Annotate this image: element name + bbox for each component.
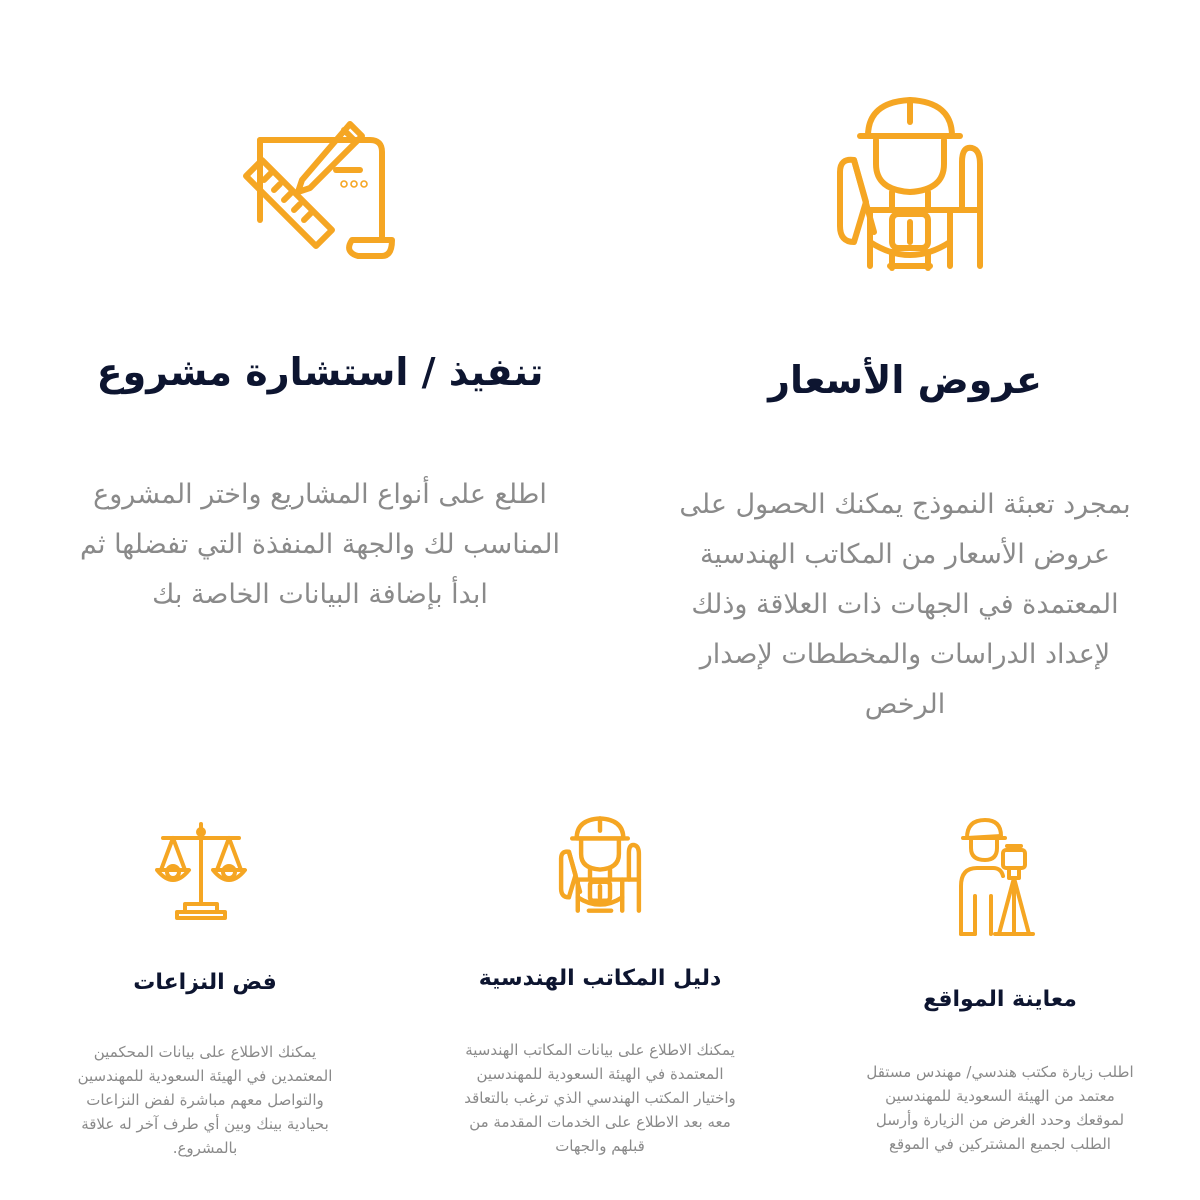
card-title: معاينة المواقع xyxy=(923,987,1077,1012)
surveyor-icon xyxy=(955,816,1035,940)
service-card-project-consultation[interactable] xyxy=(70,0,570,760)
service-card-engineering-offices-guide[interactable] xyxy=(450,800,750,1200)
card-title: دليل المكاتب الهندسية xyxy=(478,966,722,991)
engineer-icon xyxy=(555,814,645,914)
scales-icon xyxy=(155,820,247,920)
service-card-site-inspection[interactable] xyxy=(850,800,1150,1200)
card-description: يمكنك الاطلاع على بيانات المحكمين المعتمدين في الهيئة السعودية للمهندسين والتواصل معهم مباشرة لفض النزاعات بحيادية بينك وبين أي طرف آخر له علاقة بالمشروع. xyxy=(77,1043,333,1157)
card-title: تنفيذ / استشارة مشروع xyxy=(96,350,544,394)
card-description: يمكنك الاطلاع على بيانات المكاتب الهندسية المعتمدة في الهيئة السعودية للمهندسين واختيار المكتب الهندسي الذي ترغب بالتعاقد معه بعد الاطلاع على الخدمات المقدمة من قبلهم والجهات xyxy=(464,1041,736,1155)
card-description: اطلب زيارة مكتب هندسي/ مهندس مستقل معتمد من الهيئة السعودية للمهندسين لموقعك وحدد الغرض من الزيارة وأرسل الطلب لجميع المشتركين في الموقع xyxy=(866,1063,1134,1153)
engineer-icon xyxy=(830,92,990,272)
card-title: عروض الأسعار xyxy=(768,358,1042,402)
blueprint-pencil-icon xyxy=(240,110,400,275)
card-description: اطلع على أنواع المشاريع واختر المشروع المناسب لك والجهة المنفذة التي تفضلها ثم ابدأ بإضافة البيانات الخاصة بك xyxy=(80,479,560,610)
card-description: بمجرد تعبئة النموذج يمكنك الحصول على عروض الأسعار من المكاتب الهندسية المعتمدة في الجهات ذات العلاقة وذلك لإعداد الدراسات والمخططات لإصدار الرخص xyxy=(679,489,1131,720)
service-card-dispute-resolution[interactable] xyxy=(55,800,355,1200)
service-card-price-offers[interactable] xyxy=(660,0,1150,760)
card-title: فض النزاعات xyxy=(133,970,277,995)
